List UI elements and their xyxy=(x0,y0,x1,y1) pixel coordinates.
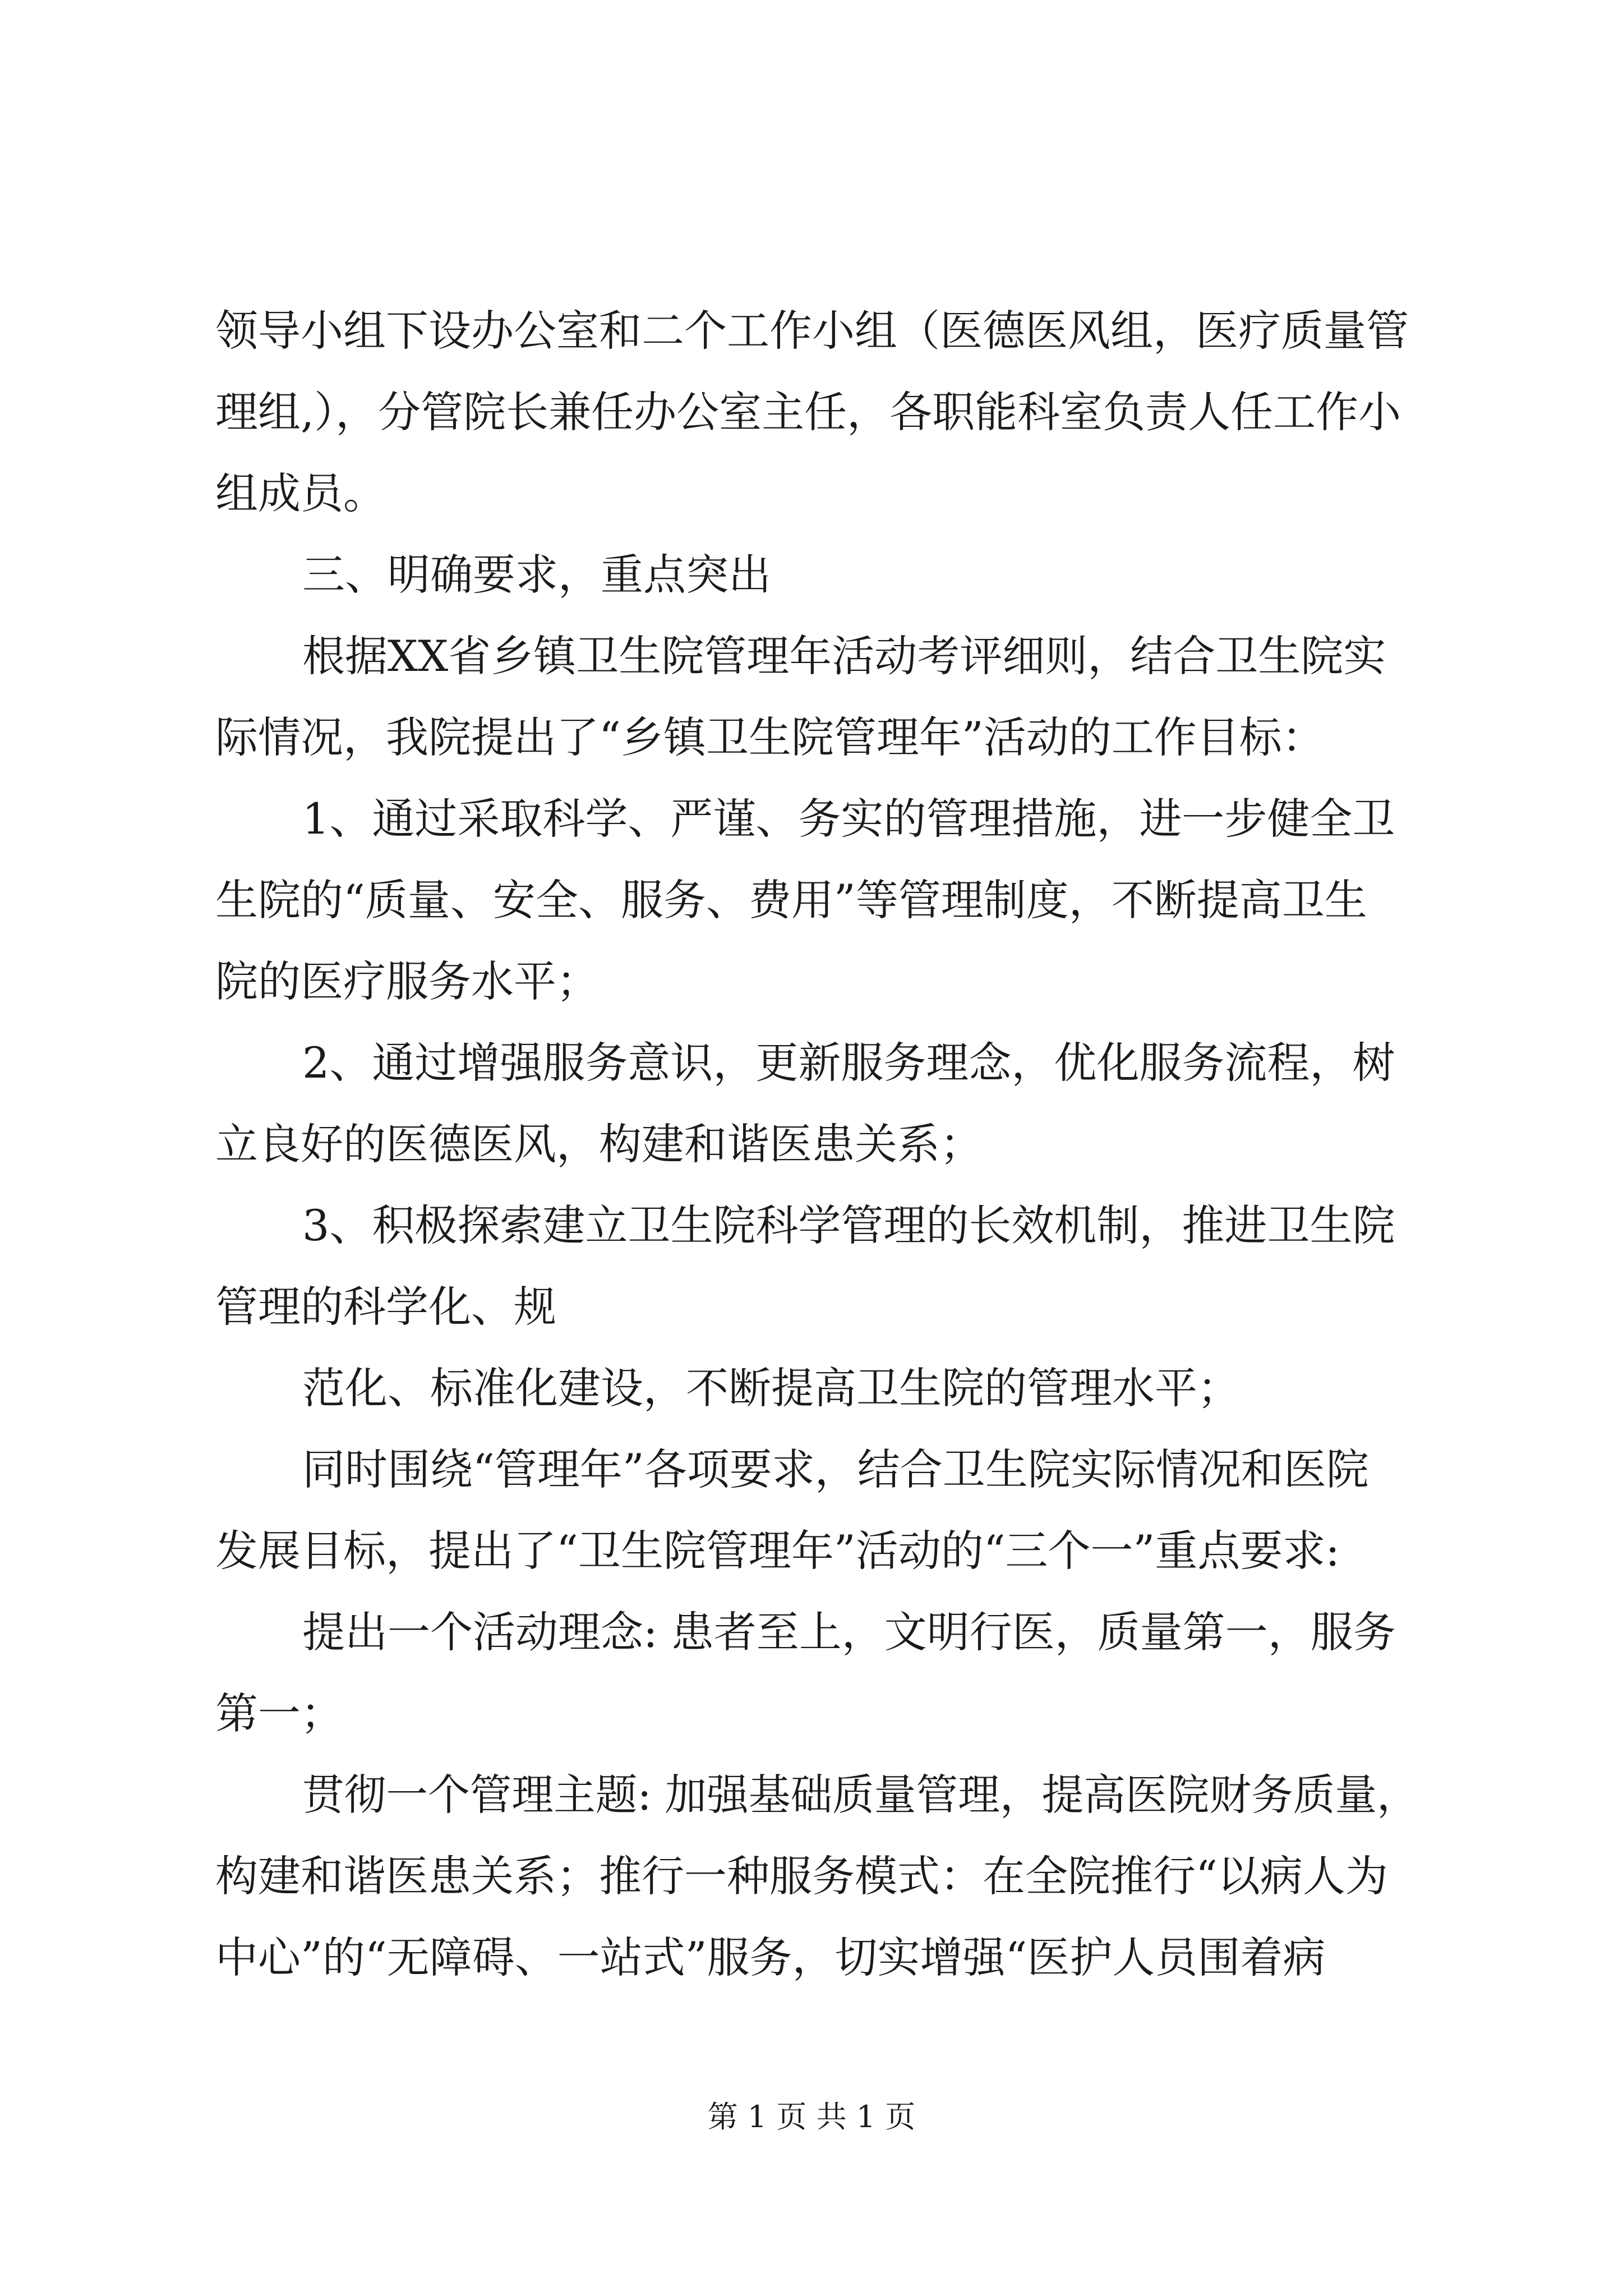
body-text-line: 提出一个活动理念: 患者至上，文明行医，质量第一，服务 xyxy=(302,1607,1396,1657)
body-text-line: 际情况，我院提出了“乡镇卫生院管理年”活动的工作目标： xyxy=(215,712,1325,762)
body-text-line: 根据XX省乡镇卫生院管理年活动考评细则，结合卫生院实 xyxy=(302,631,1386,681)
list-item-2: 2、通过增强服务意识，更新服务理念，优化服务流程，树 xyxy=(302,1038,1395,1088)
body-text-line: 构建和谐医患关系；推行一种服务模式：在全院推行“以病人为 xyxy=(215,1851,1388,1901)
body-text-line: 组成员。 xyxy=(215,468,386,518)
body-text-line: 管理的科学化、规 xyxy=(215,1282,556,1332)
body-text-line: 中心”的“无障碍、一站式”服务，切实增强“医护人员围着病 xyxy=(215,1932,1326,1982)
body-text-line: 理组,），分管院长兼任办公室主任，各职能科室负责人任工作小 xyxy=(215,387,1401,437)
body-text-line: 范化、标准化建设，不断提高卫生院的管理水平； xyxy=(302,1363,1240,1413)
body-text-line: 第一； xyxy=(215,1688,343,1738)
list-item-1: 1、通过采取科学、严谨、务实的管理措施，进一步健全卫 xyxy=(302,794,1395,844)
body-text-line: 贯彻一个管理主题: 加强基础质量管理，提高医院财务质量， xyxy=(302,1770,1419,1820)
page-number-footer: 第 1 页 共 1 页 xyxy=(707,2099,916,2134)
body-text-line: 院的医疗服务水平； xyxy=(215,956,599,1006)
body-text-line: 领导小组下设办公室和二个工作小组（医德医风组，医疗质量管 xyxy=(215,306,1409,356)
body-text-line: 生院的“质量、安全、服务、费用”等管理制度，不断提高卫生 xyxy=(215,875,1367,925)
list-item-3: 3、积极探索建立卫生院科学管理的长效机制，推进卫生院 xyxy=(302,1200,1395,1250)
body-text-line: 发展目标，提出了“卫生院管理年”活动的“三个一”重点要求: xyxy=(215,1526,1340,1576)
section-heading: 三、明确要求，重点突出 xyxy=(302,550,771,600)
body-text-line: 立良好的医德医风，构建和谐医患关系； xyxy=(215,1119,983,1169)
body-text-line: 同时围绕“管理年”各项要求，结合卫生院实际情况和医院 xyxy=(302,1444,1369,1494)
